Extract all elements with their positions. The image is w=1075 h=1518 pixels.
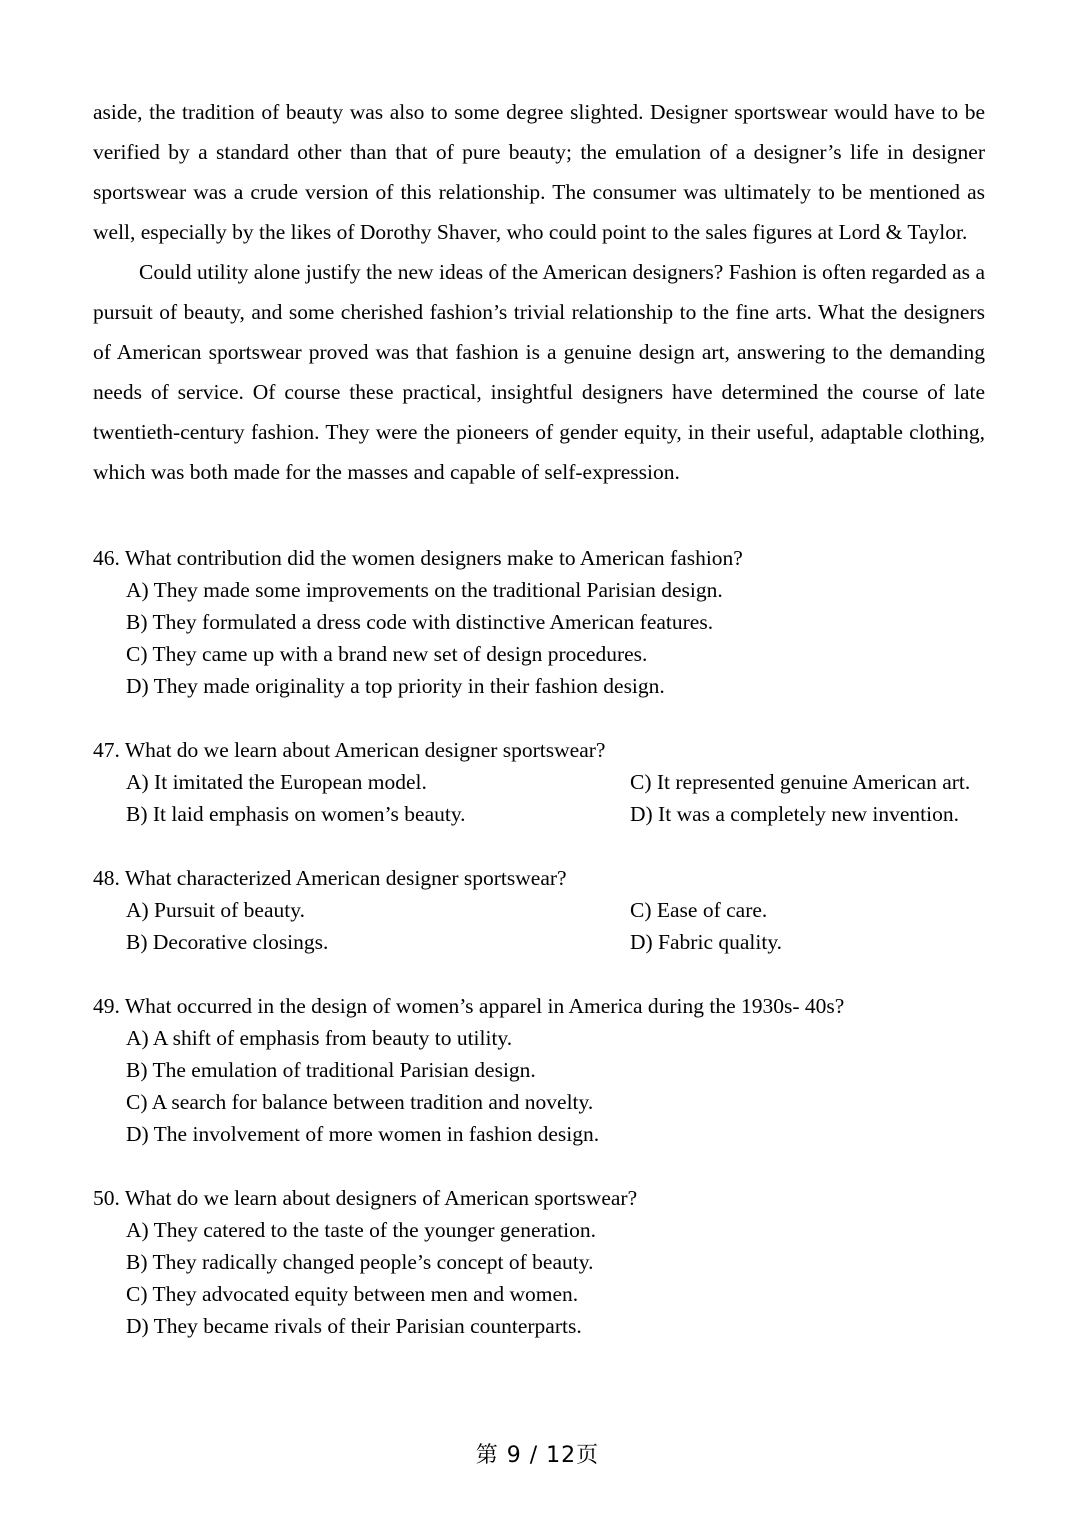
- option-b[interactable]: B) They formulated a dress code with distinctive American features.: [126, 610, 714, 634]
- option-b[interactable]: B) The emulation of traditional Parisian design.: [126, 1058, 536, 1082]
- passage-paragraph-2: Could utility alone justify the new ideas of the American designers? Fashion is often regarded as a pursuit of beauty, and some cherished fashion’s trivial relationship to the fine arts. What the designers of American sportswear proved was that fashion is a genuine design art, answering to the demanding needs of service. Of course these practical, insightful designers have determined the course of late twentieth-century fashion. They were the pioneers of gender equity, in their useful, adaptable clothing, which was both made for the masses and capable of self-expression.: [93, 260, 985, 484]
- option-b[interactable]: B) They radically changed people’s concept of beauty.: [126, 1250, 594, 1274]
- reading-passage: [93, 92, 985, 492]
- question-46-options: [93, 574, 985, 702]
- question-46-stem: [93, 542, 985, 574]
- question-48-stem: [93, 862, 985, 894]
- option-a[interactable]: A) A shift of emphasis from beauty to utility.: [126, 1026, 513, 1050]
- question-46-number: 46.: [93, 546, 125, 570]
- option-a[interactable]: A) It imitated the European model.: [126, 770, 427, 794]
- option-row-bd: [126, 798, 985, 830]
- question-50-options: [93, 1214, 985, 1342]
- option-c[interactable]: C) They advocated equity between men and women.: [126, 1282, 579, 1306]
- question-48-options: [93, 894, 985, 958]
- option-d[interactable]: D) They made originality a top priority in their fashion design.: [126, 674, 665, 698]
- question-46: [93, 542, 985, 702]
- question-47-text: What do we learn about American designer sportswear?: [124, 738, 606, 762]
- page-footer: [0, 1438, 1075, 1469]
- question-50-stem: [93, 1182, 985, 1214]
- passage-paragraph-1: aside, the tradition of beauty was also to some degree slighted. Designer sportswear would have to be verified by a standard other than that of pure beauty; the emulation of a designer’s life in designer sportswear was a crude version of this relationship. The consumer was ultimately to be mentioned as well, especially by the likes of Dorothy Shaver, who could point to the sales figures at Lord & Taylor.: [93, 100, 985, 244]
- question-48-number: 48.: [93, 866, 125, 890]
- option-a[interactable]: A) They made some improvements on the traditional Parisian design.: [126, 578, 723, 602]
- question-50: [93, 1182, 985, 1342]
- option-c[interactable]: C) They came up with a brand new set of design procedures.: [126, 642, 648, 666]
- option-b[interactable]: B) It laid emphasis on women’s beauty.: [126, 802, 466, 826]
- option-d[interactable]: D) Fabric quality.: [630, 930, 783, 954]
- option-c[interactable]: C) Ease of care.: [630, 898, 768, 922]
- question-47-stem: [93, 734, 985, 766]
- question-48-text: What characterized American designer sportswear?: [124, 866, 567, 890]
- question-49-options: [93, 1022, 985, 1150]
- option-d[interactable]: D) They became rivals of their Parisian counterparts.: [126, 1314, 582, 1338]
- option-b[interactable]: B) Decorative closings.: [126, 930, 329, 954]
- question-48: [93, 862, 985, 958]
- question-47-options: [93, 766, 985, 830]
- question-50-number: 50.: [93, 1186, 125, 1210]
- option-a[interactable]: A) They catered to the taste of the younger generation.: [126, 1218, 597, 1242]
- question-47-number: 47.: [93, 738, 125, 762]
- page-content: [93, 92, 985, 1342]
- page-number-label: 第 9 / 12页: [475, 1443, 600, 1468]
- question-49-text: What occurred in the design of women’s apparel in America during the 1930s- 40s?: [124, 994, 845, 1018]
- question-49-stem: [93, 990, 985, 1022]
- option-row-ac: [126, 894, 985, 926]
- question-46-text: What contribution did the women designers make to American fashion?: [124, 546, 743, 570]
- question-49-number: 49.: [93, 994, 125, 1018]
- option-c[interactable]: C) It represented genuine American art.: [630, 770, 971, 794]
- question-49: [93, 990, 985, 1150]
- option-a[interactable]: A) Pursuit of beauty.: [126, 898, 305, 922]
- question-50-text: What do we learn about designers of American sportswear?: [124, 1186, 638, 1210]
- option-c[interactable]: C) A search for balance between tradition and novelty.: [126, 1090, 594, 1114]
- question-47: [93, 734, 985, 830]
- option-row-bd: [126, 926, 985, 958]
- option-d[interactable]: D) The involvement of more women in fashion design.: [126, 1122, 600, 1146]
- option-d[interactable]: D) It was a completely new invention.: [630, 802, 959, 826]
- option-row-ac: [126, 766, 985, 798]
